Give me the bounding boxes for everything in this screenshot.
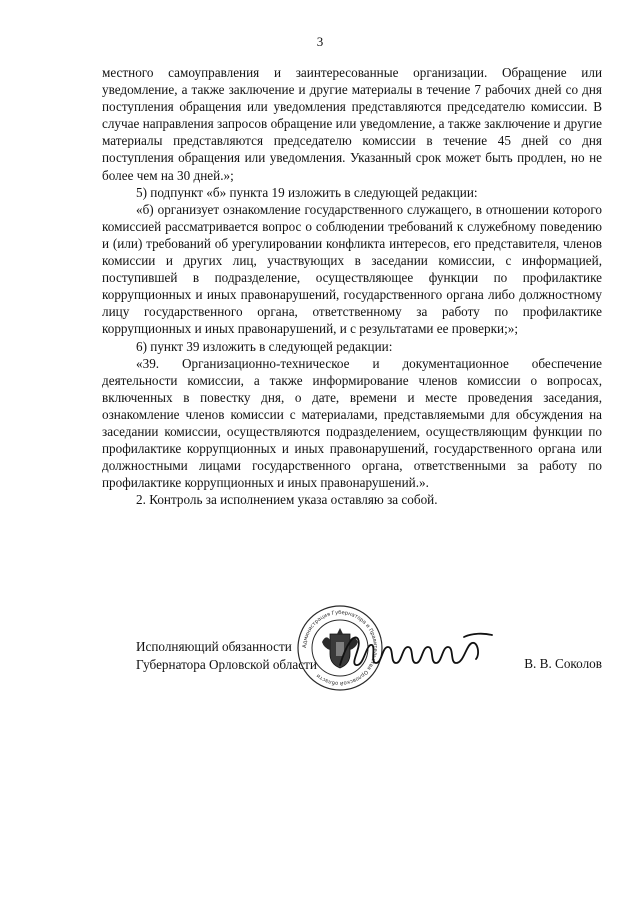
signatory-title-line: Губернатора Орловской области: [136, 657, 317, 672]
paragraph: «б) организует ознакомление государственного служащего, в отношении которого комиссией рассматривается вопрос о соблюдении требований к служебному поведению и (или) требований об урегулировании конфликта интересов, его представителя, членов комиссии и других лиц, участвующих в заседании комиссии, с информацией, поступившей в подразделение, осуществляющее функции по профилактике коррупционных и иных правонарушений, государственного органа либо должностному лицу государственного органа, ответственному за работу по профилактике коррупционных и иных правонарушений, и с результатами ее проверки;»;: [102, 201, 602, 337]
page-number: 3: [316, 34, 324, 49]
seal-ring-text: Администрация Губернатора и Правительства Орловской области: [301, 609, 379, 687]
paragraph: 5) подпункт «б» пункта 19 изложить в следующей редакции:: [136, 184, 478, 200]
paragraph: 2. Контроль за исполнением указа оставляю за собой.: [136, 492, 438, 508]
signatory-title: [136, 638, 317, 674]
signatory-name: В. В. Соколов: [524, 656, 602, 671]
paragraph: «39. Организационно-техническое и документационное обеспечение деятельности комиссии, а также информирование членов комиссии о вопросах, включенных в повестку дня, о дате, времени и месте проведения заседания, ознакомление членов комиссии с материалами, представляемыми для обсуждения на заседании комиссии, осуществляются подразделением, осуществляющим функции по профилактике коррупционных и иных правонарушений, государственного органа или должностными лицами государственного органа, ответственными за работу по профилактике коррупционных и иных правонарушений.».: [102, 355, 602, 491]
paragraph: местного самоуправления и заинтересованные организации. Обращение или уведомление, а также заключение и другие материалы в течение 7 рабочих дней со дня поступления обращения или уведомления представляются председателю комиссии. В случае направления запросов обращение или уведомление, а также заключение и другие материалы представляются председателю комиссии в течение 45 дней со дня поступления обращения или уведомления. Указанный срок может быть продлен, но не более чем на 30 дней.»;: [102, 65, 602, 183]
signatory-title-line: Исполняющий обязанности: [136, 639, 292, 654]
paragraph: 6) пункт 39 изложить в следующей редакции:: [136, 338, 393, 354]
handwritten-signature: [336, 625, 496, 675]
